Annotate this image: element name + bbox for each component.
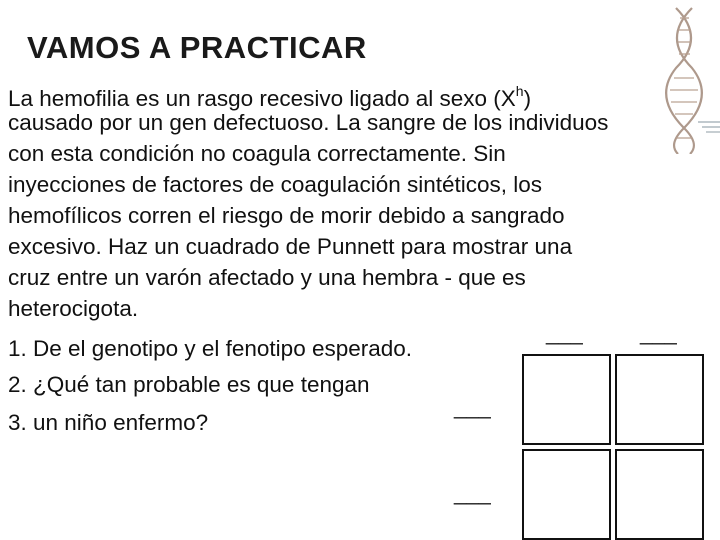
- intro-line-8: heterocigota.: [8, 296, 139, 321]
- intro-line-5: hemofílicos corren el riesgo de morir debido a sangrado: [8, 203, 565, 228]
- punnett-cell: [522, 449, 611, 540]
- intro-line-7: cruz entre un varón afectado y una hembra - que es: [8, 265, 526, 290]
- intro-line-2: causado por un gen defectuoso. La sangre de los individuos: [8, 110, 609, 135]
- question-1: 1. De el genotipo y el fenotipo esperado.: [8, 336, 413, 361]
- question-3: 3. un niño enfermo?: [8, 410, 209, 435]
- slide-title: VAMOS A PRACTICAR: [27, 30, 367, 65]
- intro-line-6: excesivo. Haz un cuadrado de Punnett para mostrar una: [8, 234, 573, 259]
- punnett-top-left-blank: ___: [546, 320, 583, 345]
- intro-line-3: con esta condición no coagula correctamente. Sin: [8, 141, 506, 166]
- punnett-side-top-blank: ___: [454, 394, 491, 419]
- intro-paragraph: [8, 76, 713, 324]
- punnett-side-bottom-blank: ___: [454, 480, 491, 505]
- question-2: 2. ¿Qué tan probable es que tengan: [8, 372, 370, 397]
- punnett-square: [522, 354, 704, 540]
- punnett-cell: [522, 354, 611, 445]
- intro-line-1: La hemofilia es un rasgo recesivo ligado al sexo $(X^h)$: [8, 83, 532, 111]
- punnett-cell: [615, 449, 704, 540]
- intro-line-4: inyecciones de factores de coagulación sintéticos, los: [8, 172, 543, 197]
- punnett-top-right-blank: ___: [640, 320, 677, 345]
- punnett-cell: [615, 354, 704, 445]
